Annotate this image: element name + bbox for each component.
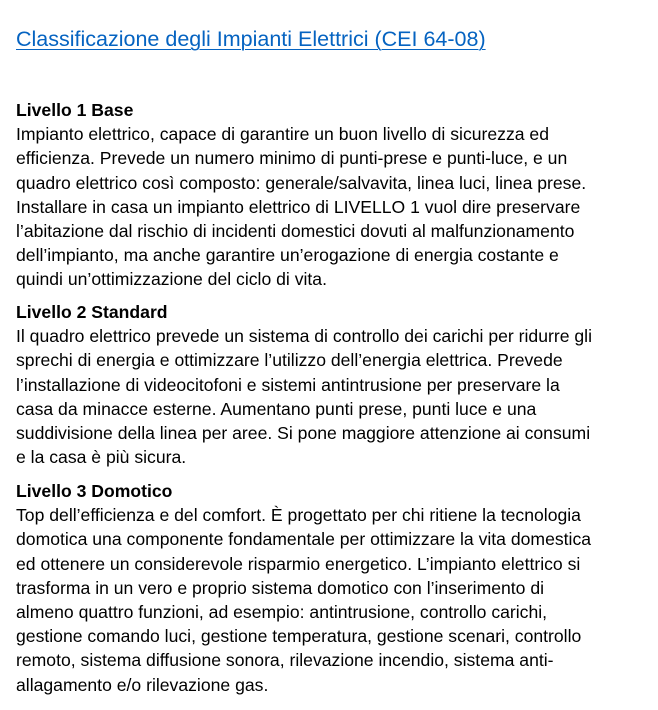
body-line: quadro elettrico così composto: generale/salvavita, linea luci, linea prese. xyxy=(16,172,587,193)
section-livello-3 xyxy=(16,479,654,697)
body-line: l’installazione di videocitofoni e sistemi antintrusione per preservare la xyxy=(16,374,560,395)
body-line: Top dell’efficienza e del comfort. È progettato per chi ritiene la tecnologia xyxy=(16,505,581,526)
section-heading: Livello 3 Domotico xyxy=(16,481,173,501)
section-heading: Livello 1 Base xyxy=(16,100,134,120)
body-line: sprechi di energia e ottimizzare l’utilizzo dell’energia elettrica. Prevede xyxy=(16,350,563,371)
body-line: Impianto elettrico, capace di garantire un buon livello di sicurezza ed xyxy=(16,124,550,145)
body-line: Il quadro elettrico prevede un sistema di controllo dei carichi per ridurre gli xyxy=(16,326,592,347)
body-line: dell’impianto, ma anche garantire un’erogazione di energia costante e xyxy=(16,245,559,266)
body-line: suddivisione della linea per aree. Si pone maggiore attenzione ai consumi xyxy=(16,423,591,444)
body-line: gestione comando luci, gestione temperatura, gestione scenari, controllo xyxy=(16,626,582,647)
section-livello-2 xyxy=(16,300,654,469)
section-heading: Livello 2 Standard xyxy=(16,302,168,322)
body-line: domotica una componente fondamentale per ottimizzare la vita domestica xyxy=(16,529,592,550)
body-line: almeno quattro funzioni, ad esempio: antintrusione, controllo carichi, xyxy=(16,602,548,623)
body-line: Installare in casa un impianto elettrico di LIVELLO 1 vuol dire preservare xyxy=(16,196,581,217)
body-line: efficienza. Prevede un numero minimo di punti-prese e punti-luce, e un xyxy=(16,148,568,169)
section-body xyxy=(16,503,654,697)
body-line: trasforma in un vero e proprio sistema domotico con l’inserimento di xyxy=(16,577,545,598)
document-title-link[interactable]: Classificazione degli Impianti Elettrici (CEI 64-08) xyxy=(16,27,486,51)
body-line: quindi un’ottimizzazione del ciclo di vita. xyxy=(16,269,327,290)
body-line: casa da minacce esterne. Aumentano punti prese, punti luce e una xyxy=(16,398,537,419)
section-body xyxy=(16,324,654,469)
body-line: ed ottenere un considerevole risparmio energetico. L’impianto elettrico si xyxy=(16,553,581,574)
section-livello-1 xyxy=(16,98,654,292)
body-line: l’abitazione dal rischio di incidenti domestici dovuti al malfunzionamento xyxy=(16,221,575,242)
body-line: remoto, sistema diffusione sonora, rilevazione incendio, sistema anti- xyxy=(16,650,554,671)
body-line: allagamento e/o rilevazione gas. xyxy=(16,674,269,695)
section-body xyxy=(16,122,654,291)
body-line: e la casa è più sicura. xyxy=(16,447,187,468)
